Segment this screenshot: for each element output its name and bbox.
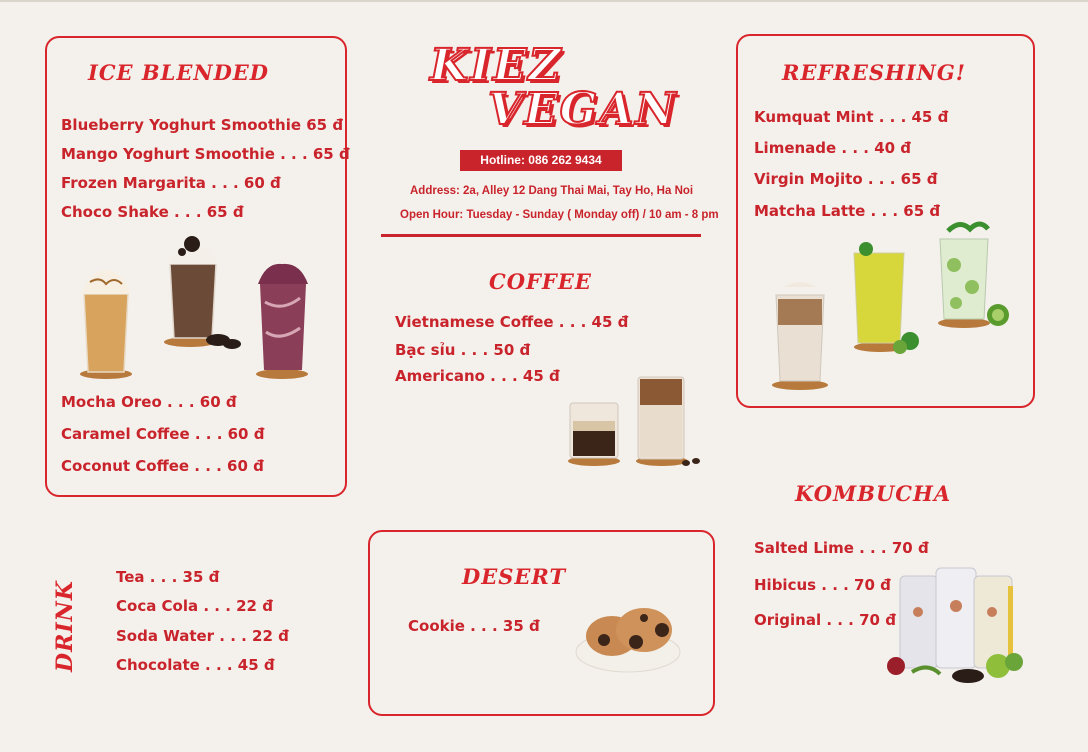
drink-title: DRINK — [52, 580, 78, 672]
menu-item: Blueberry Yoghurt Smoothie 65 đ — [61, 116, 344, 134]
menu-item: Original . . . 70 đ — [754, 611, 896, 629]
menu-item: Coconut Coffee . . . 60 đ — [61, 457, 264, 475]
refreshing-drinks-image — [770, 215, 1020, 395]
desert-title: DESERT — [462, 564, 567, 589]
menu-item: Caramel Coffee . . . 60 đ — [61, 425, 265, 443]
ice-blended-title: ICE BLENDED — [88, 60, 269, 85]
menu-item: Frozen Margarita . . . 60 đ — [61, 174, 281, 192]
brand-logo-line2: VEGAN — [488, 84, 678, 135]
coffee-drinks-image — [562, 375, 707, 470]
header-divider — [381, 234, 701, 237]
menu-item: Limenade . . . 40 đ — [754, 139, 912, 157]
hotline-badge: Hotline: 086 262 9434 — [460, 150, 622, 171]
menu-item: Matcha Latte . . . 65 đ — [754, 202, 941, 220]
menu-item: Mocha Oreo . . . 60 đ — [61, 393, 237, 411]
kombucha-cans-image — [888, 566, 1028, 686]
menu-item: Cookie . . . 35 đ — [408, 617, 540, 635]
menu-item: Soda Water . . . 22 đ — [116, 627, 289, 645]
menu-item: Kumquat Mint . . . 45 đ — [754, 108, 949, 126]
menu-item: Bạc sỉu . . . 50 đ — [395, 341, 531, 359]
cookie-image — [574, 600, 684, 675]
menu-item: Mango Yoghurt Smoothie . . . 65 đ — [61, 145, 350, 163]
menu-item: Americano . . . 45 đ — [395, 367, 560, 385]
page-top-edge — [0, 0, 1088, 2]
menu-item: Coca Cola . . . 22 đ — [116, 597, 273, 615]
coffee-title: COFFEE — [489, 269, 592, 294]
menu-item: Chocolate . . . 45 đ — [116, 656, 275, 674]
brand-logo-line1: KIEZ — [430, 40, 563, 91]
menu-item: Virgin Mojito . . . 65 đ — [754, 170, 938, 188]
refreshing-title: REFRESHING! — [782, 60, 967, 85]
menu-item: Tea . . . 35 đ — [116, 568, 220, 586]
open-hours-text: Open Hour: Tuesday - Sunday ( Monday off) / 10 am - 8 pm — [400, 209, 719, 221]
ice-blended-drinks-image — [70, 232, 330, 382]
address-text: Address: 2a, Alley 12 Dang Thai Mai, Tay Ho, Ha Noi — [410, 185, 694, 197]
menu-item: Hibicus . . . 70 đ — [754, 576, 891, 594]
menu-item: Choco Shake . . . 65 đ — [61, 203, 244, 221]
menu-item: Salted Lime . . . 70 đ — [754, 539, 929, 557]
menu-item: Vietnamese Coffee . . . 45 đ — [395, 313, 629, 331]
kombucha-title: KOMBUCHA — [795, 481, 952, 506]
